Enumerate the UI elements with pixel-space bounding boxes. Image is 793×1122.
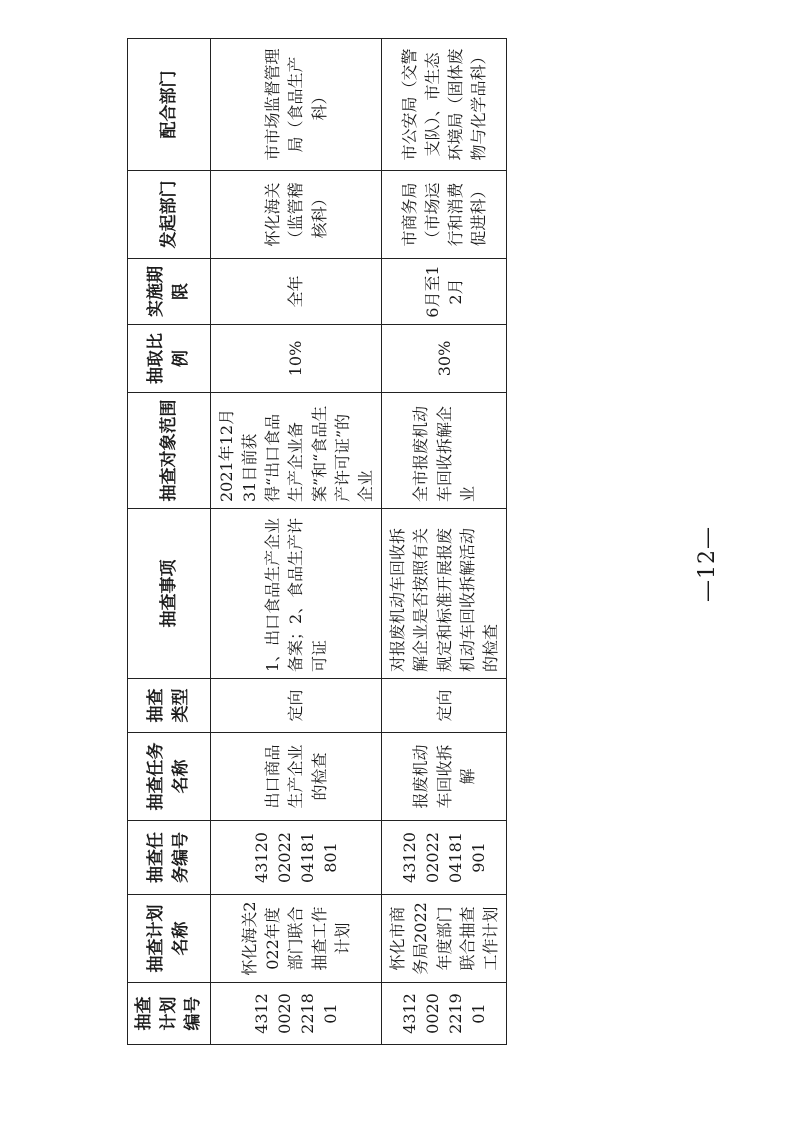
header-row	[128, 39, 211, 1045]
header-period: 实施期限	[128, 259, 211, 325]
cell-period: 6月至12月	[382, 259, 507, 325]
header-check-item: 抽查事项	[128, 509, 211, 679]
header-check-type: 抽查类型	[128, 679, 211, 733]
table-row	[382, 39, 507, 1045]
cell-check-scope: 2021年12月31日前获得“出口食品生产企业备案”和“食品生产许可证”的企业	[210, 393, 381, 509]
cell-initiating-dept: 市商务局（市场运行和消费促进科）	[382, 171, 507, 259]
cell-task-name: 出口商品生产企业的检查	[210, 733, 381, 821]
cell-period: 全年	[210, 259, 381, 325]
header-task-no: 抽查任务编号	[128, 821, 211, 895]
cell-check-item: 对报废机动车回收拆解企业是否按照有关规定和标准开展报废机动车回收拆解活动的检查	[382, 509, 507, 679]
cell-cooperating-dept: 市市场监督管理局（食品生产科）	[210, 39, 381, 171]
table-row	[210, 39, 381, 1045]
header-plan-name: 抽查计划名称	[128, 895, 211, 983]
cell-sample-ratio: 30%	[382, 325, 507, 393]
cell-check-item: 1、出口食品生产企业备案；2、食品生产许可证	[210, 509, 381, 679]
spot-check-table	[127, 38, 507, 1045]
cell-check-type: 定向	[382, 679, 507, 733]
header-initiating-dept: 发起部门	[128, 171, 211, 259]
header-cooperating-dept: 配合部门	[128, 39, 211, 171]
page-number: —12—	[695, 526, 720, 602]
cell-plan-name: 怀化市商务局2022年度部门联合抽查工作计划	[382, 895, 507, 983]
cell-cooperating-dept: 市公安局（交警支队）、市生态环境局（固体废物与化学品科）	[382, 39, 507, 171]
cell-task-name: 报废机动车回收拆解	[382, 733, 507, 821]
cell-task-no: 431200202204181901	[382, 821, 507, 895]
header-check-scope: 抽查对象范围	[128, 393, 211, 509]
cell-plan-name: 怀化海关2022年度部门联合抽查工作计划	[210, 895, 381, 983]
cell-check-type: 定向	[210, 679, 381, 733]
cell-plan-no: 43120020221801	[210, 983, 381, 1045]
header-sample-ratio: 抽取比例	[128, 325, 211, 393]
cell-initiating-dept: 怀化海关（监管稽核科）	[210, 171, 381, 259]
cell-check-scope: 全市报废机动车回收拆解企业	[382, 393, 507, 509]
cell-plan-no: 43120020221901	[382, 983, 507, 1045]
header-task-name: 抽查任务名称	[128, 733, 211, 821]
cell-task-no: 431200202204181801	[210, 821, 381, 895]
header-plan-no: 抽查计划编号	[128, 983, 211, 1045]
cell-sample-ratio: 10%	[210, 325, 381, 393]
